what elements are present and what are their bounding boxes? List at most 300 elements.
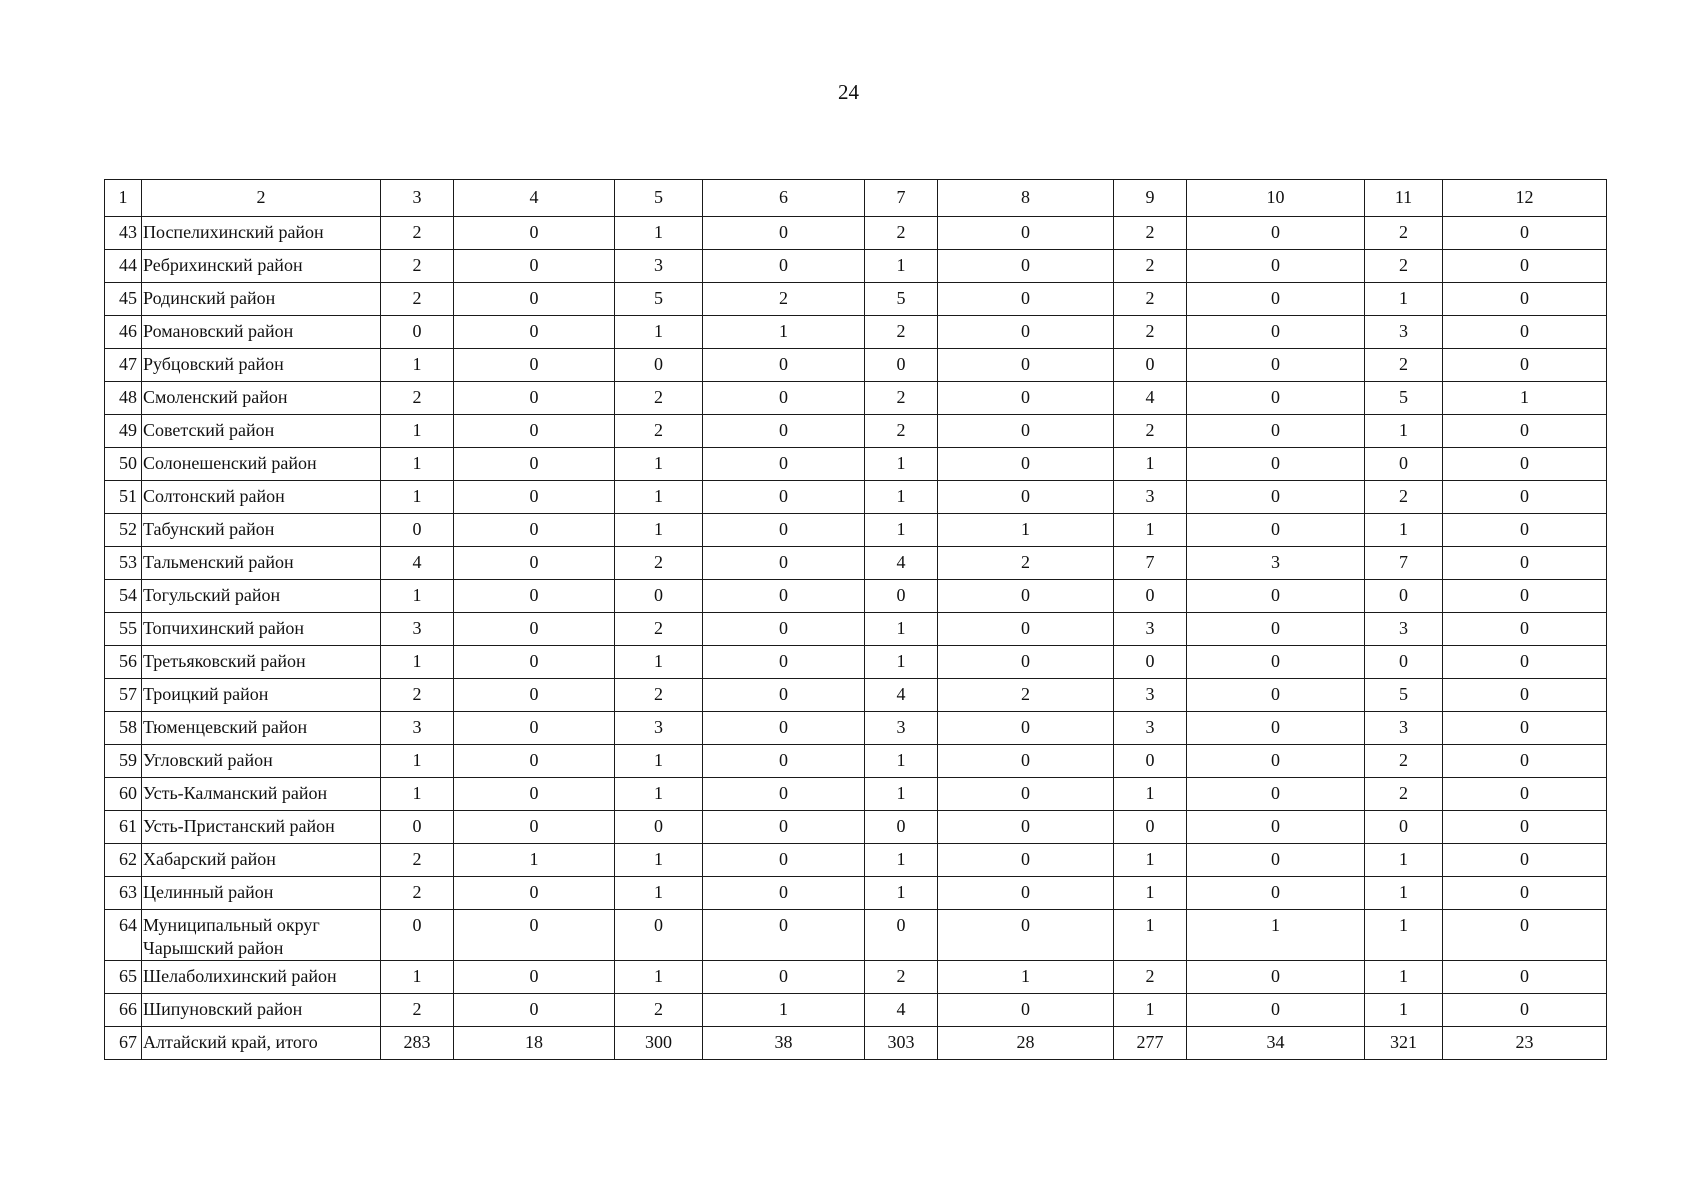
district-name-cell: Тогульский район bbox=[142, 580, 381, 613]
value-cell: 0 bbox=[1443, 481, 1607, 514]
value-cell: 0 bbox=[703, 679, 865, 712]
value-cell: 2 bbox=[381, 877, 454, 910]
value-cell: 1 bbox=[615, 316, 703, 349]
value-cell: 2 bbox=[1114, 415, 1187, 448]
value-cell: 1 bbox=[865, 745, 938, 778]
value-cell: 4 bbox=[865, 994, 938, 1027]
value-cell: 1 bbox=[1114, 877, 1187, 910]
value-cell: 0 bbox=[938, 415, 1114, 448]
value-cell: 0 bbox=[865, 349, 938, 382]
value-cell: 0 bbox=[1187, 580, 1365, 613]
value-cell: 0 bbox=[938, 448, 1114, 481]
value-cell: 0 bbox=[454, 514, 615, 547]
table-row bbox=[105, 481, 1607, 514]
value-cell: 0 bbox=[1187, 712, 1365, 745]
value-cell: 0 bbox=[1187, 646, 1365, 679]
value-cell: 0 bbox=[938, 811, 1114, 844]
value-cell: 0 bbox=[703, 349, 865, 382]
value-cell: 2 bbox=[615, 994, 703, 1027]
value-cell: 1 bbox=[615, 778, 703, 811]
header-cell: 12 bbox=[1443, 180, 1607, 217]
value-cell: 3 bbox=[1187, 547, 1365, 580]
value-cell: 0 bbox=[1443, 217, 1607, 250]
district-name-cell: Алтайский край, итого bbox=[142, 1027, 381, 1060]
value-cell: 0 bbox=[938, 250, 1114, 283]
value-cell: 0 bbox=[703, 580, 865, 613]
row-number-cell: 64 bbox=[105, 910, 142, 961]
district-name-cell: Усть-Калманский район bbox=[142, 778, 381, 811]
value-cell: 1 bbox=[615, 877, 703, 910]
value-cell: 1 bbox=[381, 646, 454, 679]
value-cell: 2 bbox=[865, 217, 938, 250]
value-cell: 1 bbox=[703, 316, 865, 349]
value-cell: 0 bbox=[1187, 778, 1365, 811]
value-cell: 0 bbox=[1187, 745, 1365, 778]
table-row bbox=[105, 679, 1607, 712]
value-cell: 2 bbox=[865, 415, 938, 448]
value-cell: 23 bbox=[1443, 1027, 1607, 1060]
value-cell: 0 bbox=[1443, 910, 1607, 961]
value-cell: 0 bbox=[703, 481, 865, 514]
value-cell: 7 bbox=[1114, 547, 1187, 580]
value-cell: 0 bbox=[454, 580, 615, 613]
value-cell: 1 bbox=[1365, 994, 1443, 1027]
value-cell: 0 bbox=[703, 217, 865, 250]
value-cell: 0 bbox=[938, 382, 1114, 415]
data-table bbox=[104, 179, 1607, 1060]
value-cell: 1 bbox=[381, 349, 454, 382]
value-cell: 5 bbox=[865, 283, 938, 316]
value-cell: 0 bbox=[454, 382, 615, 415]
value-cell: 0 bbox=[454, 250, 615, 283]
value-cell: 0 bbox=[703, 844, 865, 877]
district-name-cell: Поспелихинский район bbox=[142, 217, 381, 250]
value-cell: 0 bbox=[938, 283, 1114, 316]
value-cell: 0 bbox=[1187, 283, 1365, 316]
row-number-cell: 59 bbox=[105, 745, 142, 778]
table-row bbox=[105, 646, 1607, 679]
district-name-cell: Усть-Пристанский район bbox=[142, 811, 381, 844]
value-cell: 4 bbox=[865, 679, 938, 712]
value-cell: 0 bbox=[1443, 778, 1607, 811]
value-cell: 0 bbox=[381, 316, 454, 349]
value-cell: 0 bbox=[1187, 961, 1365, 994]
district-name-cell: Тюменцевский район bbox=[142, 712, 381, 745]
table-row bbox=[105, 844, 1607, 877]
value-cell: 2 bbox=[1114, 283, 1187, 316]
value-cell: 2 bbox=[1365, 745, 1443, 778]
value-cell: 1 bbox=[1114, 844, 1187, 877]
value-cell: 3 bbox=[1114, 679, 1187, 712]
table-row bbox=[105, 448, 1607, 481]
value-cell: 300 bbox=[615, 1027, 703, 1060]
value-cell: 1 bbox=[1365, 910, 1443, 961]
value-cell: 0 bbox=[1365, 646, 1443, 679]
value-cell: 0 bbox=[1443, 514, 1607, 547]
value-cell: 0 bbox=[1443, 877, 1607, 910]
district-name-cell: Целинный район bbox=[142, 877, 381, 910]
value-cell: 1 bbox=[615, 481, 703, 514]
header-cell: 3 bbox=[381, 180, 454, 217]
value-cell: 0 bbox=[381, 811, 454, 844]
value-cell: 0 bbox=[1187, 349, 1365, 382]
value-cell: 0 bbox=[615, 811, 703, 844]
row-number-cell: 52 bbox=[105, 514, 142, 547]
value-cell: 0 bbox=[1187, 481, 1365, 514]
value-cell: 5 bbox=[615, 283, 703, 316]
district-name-cell: Солтонский район bbox=[142, 481, 381, 514]
value-cell: 0 bbox=[1365, 448, 1443, 481]
value-cell: 1 bbox=[1365, 514, 1443, 547]
value-cell: 0 bbox=[865, 811, 938, 844]
value-cell: 1 bbox=[865, 481, 938, 514]
row-number-cell: 61 bbox=[105, 811, 142, 844]
value-cell: 1 bbox=[381, 481, 454, 514]
value-cell: 0 bbox=[703, 448, 865, 481]
value-cell: 5 bbox=[1365, 382, 1443, 415]
value-cell: 3 bbox=[615, 712, 703, 745]
value-cell: 2 bbox=[381, 679, 454, 712]
value-cell: 0 bbox=[1443, 961, 1607, 994]
value-cell: 3 bbox=[1114, 613, 1187, 646]
value-cell: 0 bbox=[1365, 580, 1443, 613]
value-cell: 2 bbox=[938, 679, 1114, 712]
row-number-cell: 62 bbox=[105, 844, 142, 877]
value-cell: 0 bbox=[1443, 580, 1607, 613]
value-cell: 2 bbox=[1365, 349, 1443, 382]
value-cell: 2 bbox=[1114, 217, 1187, 250]
value-cell: 2 bbox=[1365, 217, 1443, 250]
value-cell: 0 bbox=[1443, 250, 1607, 283]
table-row bbox=[105, 316, 1607, 349]
value-cell: 2 bbox=[1365, 481, 1443, 514]
row-number-cell: 43 bbox=[105, 217, 142, 250]
value-cell: 1 bbox=[381, 745, 454, 778]
table-row bbox=[105, 580, 1607, 613]
table-row bbox=[105, 1027, 1607, 1060]
value-cell: 3 bbox=[615, 250, 703, 283]
value-cell: 1 bbox=[865, 250, 938, 283]
value-cell: 1 bbox=[381, 778, 454, 811]
header-cell: 10 bbox=[1187, 180, 1365, 217]
district-name-cell: Муниципальный округ Чарышский район bbox=[142, 910, 381, 961]
header-cell: 1 bbox=[105, 180, 142, 217]
header-cell: 7 bbox=[865, 180, 938, 217]
row-number-cell: 56 bbox=[105, 646, 142, 679]
value-cell: 2 bbox=[1114, 961, 1187, 994]
value-cell: 1 bbox=[381, 580, 454, 613]
value-cell: 2 bbox=[381, 994, 454, 1027]
value-cell: 303 bbox=[865, 1027, 938, 1060]
value-cell: 0 bbox=[1443, 613, 1607, 646]
value-cell: 2 bbox=[615, 547, 703, 580]
value-cell: 0 bbox=[1114, 811, 1187, 844]
value-cell: 1 bbox=[1114, 910, 1187, 961]
value-cell: 0 bbox=[703, 712, 865, 745]
value-cell: 277 bbox=[1114, 1027, 1187, 1060]
value-cell: 0 bbox=[454, 778, 615, 811]
district-name-cell: Троицкий район bbox=[142, 679, 381, 712]
value-cell: 2 bbox=[381, 217, 454, 250]
district-name-cell: Солонешенский район bbox=[142, 448, 381, 481]
value-cell: 3 bbox=[1365, 316, 1443, 349]
value-cell: 0 bbox=[454, 415, 615, 448]
value-cell: 1 bbox=[865, 646, 938, 679]
table-row bbox=[105, 415, 1607, 448]
table-row bbox=[105, 250, 1607, 283]
value-cell: 0 bbox=[1114, 349, 1187, 382]
value-cell: 1 bbox=[381, 415, 454, 448]
value-cell: 0 bbox=[1187, 250, 1365, 283]
value-cell: 0 bbox=[381, 514, 454, 547]
header-cell: 11 bbox=[1365, 180, 1443, 217]
value-cell: 2 bbox=[615, 415, 703, 448]
row-number-cell: 50 bbox=[105, 448, 142, 481]
district-name-cell: Угловский район bbox=[142, 745, 381, 778]
value-cell: 0 bbox=[938, 844, 1114, 877]
value-cell: 0 bbox=[938, 745, 1114, 778]
value-cell: 28 bbox=[938, 1027, 1114, 1060]
value-cell: 0 bbox=[1187, 679, 1365, 712]
value-cell: 2 bbox=[615, 382, 703, 415]
value-cell: 1 bbox=[1365, 415, 1443, 448]
value-cell: 0 bbox=[454, 994, 615, 1027]
row-number-cell: 60 bbox=[105, 778, 142, 811]
value-cell: 0 bbox=[454, 613, 615, 646]
value-cell: 1 bbox=[615, 217, 703, 250]
value-cell: 1 bbox=[865, 778, 938, 811]
row-number-cell: 58 bbox=[105, 712, 142, 745]
value-cell: 1 bbox=[1187, 910, 1365, 961]
value-cell: 0 bbox=[1187, 382, 1365, 415]
value-cell: 1 bbox=[615, 745, 703, 778]
value-cell: 0 bbox=[703, 547, 865, 580]
value-cell: 0 bbox=[703, 910, 865, 961]
value-cell: 0 bbox=[454, 481, 615, 514]
value-cell: 0 bbox=[1187, 844, 1365, 877]
table-row bbox=[105, 349, 1607, 382]
table-row bbox=[105, 745, 1607, 778]
value-cell: 0 bbox=[938, 349, 1114, 382]
header-cell: 6 bbox=[703, 180, 865, 217]
value-cell: 0 bbox=[615, 910, 703, 961]
district-name-cell: Рубцовский район bbox=[142, 349, 381, 382]
value-cell: 0 bbox=[615, 580, 703, 613]
value-cell: 0 bbox=[938, 910, 1114, 961]
value-cell: 2 bbox=[381, 250, 454, 283]
table-row bbox=[105, 811, 1607, 844]
value-cell: 0 bbox=[1443, 283, 1607, 316]
value-cell: 3 bbox=[381, 613, 454, 646]
value-cell: 0 bbox=[1114, 745, 1187, 778]
value-cell: 1 bbox=[1365, 961, 1443, 994]
row-number-cell: 51 bbox=[105, 481, 142, 514]
row-number-cell: 44 bbox=[105, 250, 142, 283]
value-cell: 2 bbox=[1365, 250, 1443, 283]
value-cell: 2 bbox=[381, 382, 454, 415]
value-cell: 0 bbox=[938, 580, 1114, 613]
value-cell: 0 bbox=[703, 811, 865, 844]
value-cell: 1 bbox=[1114, 994, 1187, 1027]
value-cell: 0 bbox=[865, 580, 938, 613]
value-cell: 2 bbox=[381, 283, 454, 316]
table-row bbox=[105, 877, 1607, 910]
value-cell: 0 bbox=[703, 415, 865, 448]
row-number-cell: 49 bbox=[105, 415, 142, 448]
district-name-cell: Родинский район bbox=[142, 283, 381, 316]
value-cell: 0 bbox=[1443, 646, 1607, 679]
table-row bbox=[105, 283, 1607, 316]
value-cell: 1 bbox=[865, 877, 938, 910]
value-cell: 1 bbox=[865, 613, 938, 646]
table-row bbox=[105, 514, 1607, 547]
value-cell: 0 bbox=[1187, 877, 1365, 910]
value-cell: 0 bbox=[938, 646, 1114, 679]
value-cell: 3 bbox=[1365, 613, 1443, 646]
value-cell: 1 bbox=[1365, 283, 1443, 316]
value-cell: 1 bbox=[615, 961, 703, 994]
value-cell: 3 bbox=[865, 712, 938, 745]
value-cell: 0 bbox=[1443, 712, 1607, 745]
value-cell: 0 bbox=[454, 646, 615, 679]
value-cell: 0 bbox=[1443, 448, 1607, 481]
value-cell: 5 bbox=[1365, 679, 1443, 712]
value-cell: 1 bbox=[615, 448, 703, 481]
district-name-cell: Смоленский район bbox=[142, 382, 381, 415]
value-cell: 0 bbox=[454, 910, 615, 961]
row-number-cell: 65 bbox=[105, 961, 142, 994]
value-cell: 0 bbox=[381, 910, 454, 961]
value-cell: 0 bbox=[454, 283, 615, 316]
value-cell: 0 bbox=[1443, 547, 1607, 580]
value-cell: 0 bbox=[865, 910, 938, 961]
value-cell: 4 bbox=[1114, 382, 1187, 415]
header-cell: 9 bbox=[1114, 180, 1187, 217]
district-name-cell: Табунский район bbox=[142, 514, 381, 547]
value-cell: 321 bbox=[1365, 1027, 1443, 1060]
value-cell: 0 bbox=[703, 613, 865, 646]
value-cell: 1 bbox=[865, 448, 938, 481]
value-cell: 1 bbox=[1365, 877, 1443, 910]
value-cell: 0 bbox=[1187, 217, 1365, 250]
row-number-cell: 46 bbox=[105, 316, 142, 349]
value-cell: 0 bbox=[938, 613, 1114, 646]
value-cell: 283 bbox=[381, 1027, 454, 1060]
value-cell: 0 bbox=[454, 961, 615, 994]
value-cell: 0 bbox=[1187, 994, 1365, 1027]
table-row bbox=[105, 217, 1607, 250]
value-cell: 1 bbox=[381, 448, 454, 481]
value-cell: 0 bbox=[1187, 415, 1365, 448]
district-name-cell: Тальменский район bbox=[142, 547, 381, 580]
value-cell: 3 bbox=[1114, 481, 1187, 514]
value-cell: 0 bbox=[1187, 316, 1365, 349]
header-cell: 5 bbox=[615, 180, 703, 217]
value-cell: 34 bbox=[1187, 1027, 1365, 1060]
value-cell: 0 bbox=[1443, 844, 1607, 877]
value-cell: 0 bbox=[703, 961, 865, 994]
row-number-cell: 67 bbox=[105, 1027, 142, 1060]
value-cell: 1 bbox=[865, 514, 938, 547]
value-cell: 7 bbox=[1365, 547, 1443, 580]
row-number-cell: 53 bbox=[105, 547, 142, 580]
value-cell: 0 bbox=[1114, 580, 1187, 613]
row-number-cell: 47 bbox=[105, 349, 142, 382]
value-cell: 1 bbox=[1443, 382, 1607, 415]
value-cell: 0 bbox=[703, 745, 865, 778]
value-cell: 1 bbox=[454, 844, 615, 877]
value-cell: 0 bbox=[703, 646, 865, 679]
row-number-cell: 63 bbox=[105, 877, 142, 910]
table-row bbox=[105, 778, 1607, 811]
value-cell: 0 bbox=[1187, 514, 1365, 547]
value-cell: 0 bbox=[454, 679, 615, 712]
district-name-cell: Романовский район bbox=[142, 316, 381, 349]
table-row bbox=[105, 382, 1607, 415]
district-name-cell: Третьяковский район bbox=[142, 646, 381, 679]
page-number: 24 bbox=[838, 80, 859, 104]
value-cell: 0 bbox=[1443, 745, 1607, 778]
value-cell: 38 bbox=[703, 1027, 865, 1060]
value-cell: 0 bbox=[1443, 811, 1607, 844]
value-cell: 0 bbox=[454, 877, 615, 910]
value-cell: 0 bbox=[938, 217, 1114, 250]
value-cell: 0 bbox=[1187, 811, 1365, 844]
value-cell: 0 bbox=[454, 712, 615, 745]
value-cell: 0 bbox=[703, 382, 865, 415]
header-cell: 8 bbox=[938, 180, 1114, 217]
value-cell: 0 bbox=[1443, 349, 1607, 382]
row-number-cell: 55 bbox=[105, 613, 142, 646]
district-name-cell: Шелаболихинский район bbox=[142, 961, 381, 994]
value-cell: 3 bbox=[381, 712, 454, 745]
value-cell: 0 bbox=[454, 448, 615, 481]
value-cell: 0 bbox=[454, 349, 615, 382]
value-cell: 1 bbox=[1114, 778, 1187, 811]
value-cell: 2 bbox=[865, 382, 938, 415]
value-cell: 3 bbox=[1365, 712, 1443, 745]
value-cell: 2 bbox=[1114, 316, 1187, 349]
value-cell: 1 bbox=[381, 961, 454, 994]
value-cell: 2 bbox=[865, 316, 938, 349]
value-cell: 0 bbox=[938, 994, 1114, 1027]
value-cell: 1 bbox=[615, 514, 703, 547]
table-row bbox=[105, 712, 1607, 745]
value-cell: 0 bbox=[703, 877, 865, 910]
table-row bbox=[105, 961, 1607, 994]
row-number-cell: 54 bbox=[105, 580, 142, 613]
value-cell: 0 bbox=[1443, 994, 1607, 1027]
table-header-row bbox=[105, 180, 1607, 217]
value-cell: 2 bbox=[703, 283, 865, 316]
value-cell: 2 bbox=[1114, 250, 1187, 283]
value-cell: 0 bbox=[1443, 415, 1607, 448]
row-number-cell: 45 bbox=[105, 283, 142, 316]
row-number-cell: 48 bbox=[105, 382, 142, 415]
value-cell: 1 bbox=[865, 844, 938, 877]
table-row bbox=[105, 994, 1607, 1027]
value-cell: 1 bbox=[615, 646, 703, 679]
header-cell: 4 bbox=[454, 180, 615, 217]
district-name-cell: Хабарский район bbox=[142, 844, 381, 877]
value-cell: 0 bbox=[454, 811, 615, 844]
value-cell: 1 bbox=[1114, 448, 1187, 481]
row-number-cell: 66 bbox=[105, 994, 142, 1027]
value-cell: 2 bbox=[381, 844, 454, 877]
value-cell: 18 bbox=[454, 1027, 615, 1060]
value-cell: 1 bbox=[938, 961, 1114, 994]
value-cell: 2 bbox=[615, 613, 703, 646]
